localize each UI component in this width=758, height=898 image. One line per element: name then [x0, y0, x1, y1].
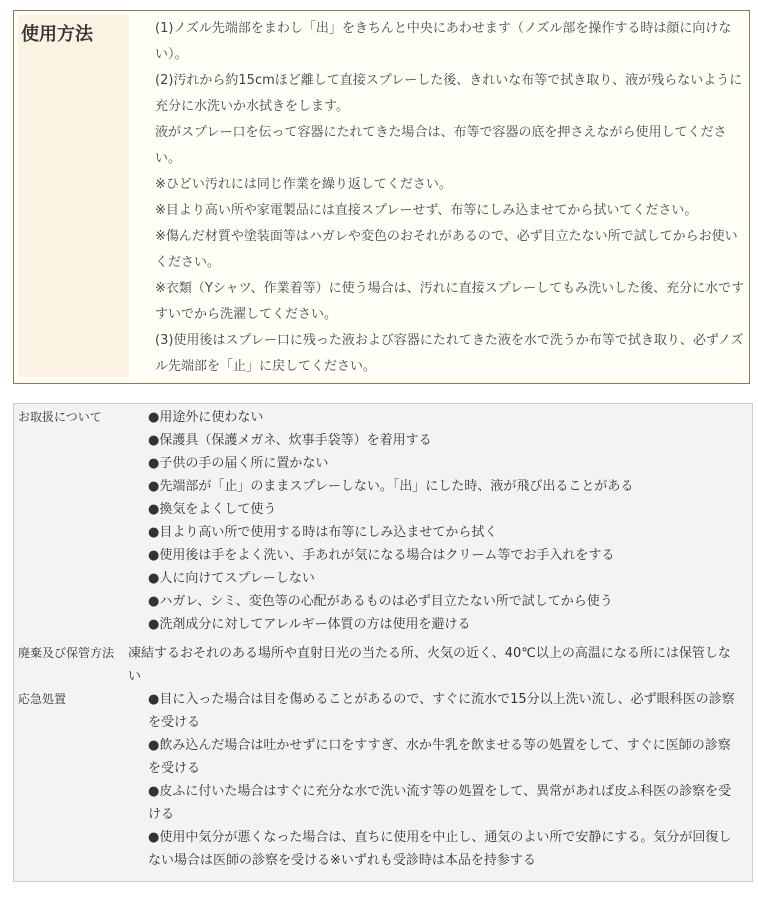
- usage-line: ※傷んだ材質や塗装面等はハガレや変色のおそれがあるので、必ず目立たない所で試してからお使いください。: [155, 229, 738, 270]
- list-item: ●皮ふに付いた場合はすぐに充分な水で洗い流す等の処置をして、異常があれば皮ふ科医の診察を受ける: [148, 784, 732, 822]
- list-item: ●人に向けてスプレーしない: [148, 571, 315, 586]
- list-item: ●使用後は手をよく洗い、手あれが気になる場合はクリーム等でお手入れをする: [148, 548, 615, 563]
- usage-line: ※衣類（Yシャツ、作業着等）に使う場合は、汚れに直接スプレーしてもみ洗いした後、充分に水ですすいでから洗濯してください。: [155, 281, 745, 322]
- list-item: ●換気をよくして使う: [148, 502, 277, 517]
- usage-label-cell: [18, 15, 129, 377]
- usage-section: [13, 10, 750, 384]
- list-item: ●使用中気分が悪くなった場合は、直ちに使用を中止し、通気のよい所で安静にする。気分が回復しない場合は医師の診察を受ける※いずれも受診時は本品を持参する: [148, 830, 732, 868]
- usage-body: [155, 16, 745, 380]
- disposal-text: 凍結するおそれのある場所や直射日光の当たる所、火気の近く、40℃以上の高温になる所には保管しない: [128, 646, 731, 684]
- usage-title: 使用方法: [21, 24, 93, 45]
- list-item: ●目より高い所で使用する時は布等にしみ込ませてから拭く: [148, 525, 498, 540]
- emergency-list: [148, 688, 740, 872]
- emergency-label: 応急処置: [18, 692, 67, 706]
- usage-line: (1)ノズル先端部をまわし「出」をきちんと中央にあわせます（ノズル部を操作する時は顔に向けない）。: [155, 21, 732, 62]
- usage-line: (3)使用後はスプレー口に残った液および容器にたれてきた液を水で洗うか布等で拭き取り、必ずノズル先端部を「止」に戻してください。: [155, 333, 744, 374]
- usage-line: (2)汚れから約15cmほど離して直接スプレーした後、きれいな布等で拭き取り、液が残らないように充分に水洗いか水拭きをします。: [155, 73, 743, 114]
- list-item: ●洗剤成分に対してアレルギー体質の方は使用を避ける: [148, 617, 471, 632]
- list-item: ●保護具（保護メガネ、炊事手袋等）を着用する: [148, 433, 432, 448]
- list-item: ●子供の手の届く所に置かない: [148, 456, 329, 471]
- disposal-label: 廃棄及び保管方法: [18, 646, 115, 660]
- usage-line: ※目より高い所や家電製品には直接スプレーせず、布等にしみ込ませてから拭いてください。: [155, 203, 698, 218]
- list-item: ●用途外に使わない: [148, 410, 264, 425]
- handling-list: [148, 406, 748, 636]
- handling-label: お取扱について: [18, 410, 102, 424]
- list-item: ●飲み込んだ場合は吐かせずに口をすすぎ、水か牛乳を飲ませる等の処置をして、すぐに医師の診察を受ける: [148, 738, 731, 776]
- usage-line: ※ひどい汚れには同じ作業を繰り返してください。: [155, 177, 452, 192]
- list-item: ●目に入った場合は目を傷めることがあるので、すぐに流水で15分以上洗い流し、必ず眼科医の診察を受ける: [148, 692, 735, 730]
- list-item: ●ハガレ、シミ、変色等の心配があるものは必ず目立たない所で試してから使う: [148, 594, 613, 609]
- list-item: ●先端部が「止」のままスプレーしない。「出」にした時、液が飛び出ることがある: [148, 479, 634, 494]
- usage-line: 液がスプレー口を伝って容器にたれてきた場合は、布等で容器の底を押さえながら使用してください。: [155, 125, 727, 166]
- handling-section: [13, 403, 753, 882]
